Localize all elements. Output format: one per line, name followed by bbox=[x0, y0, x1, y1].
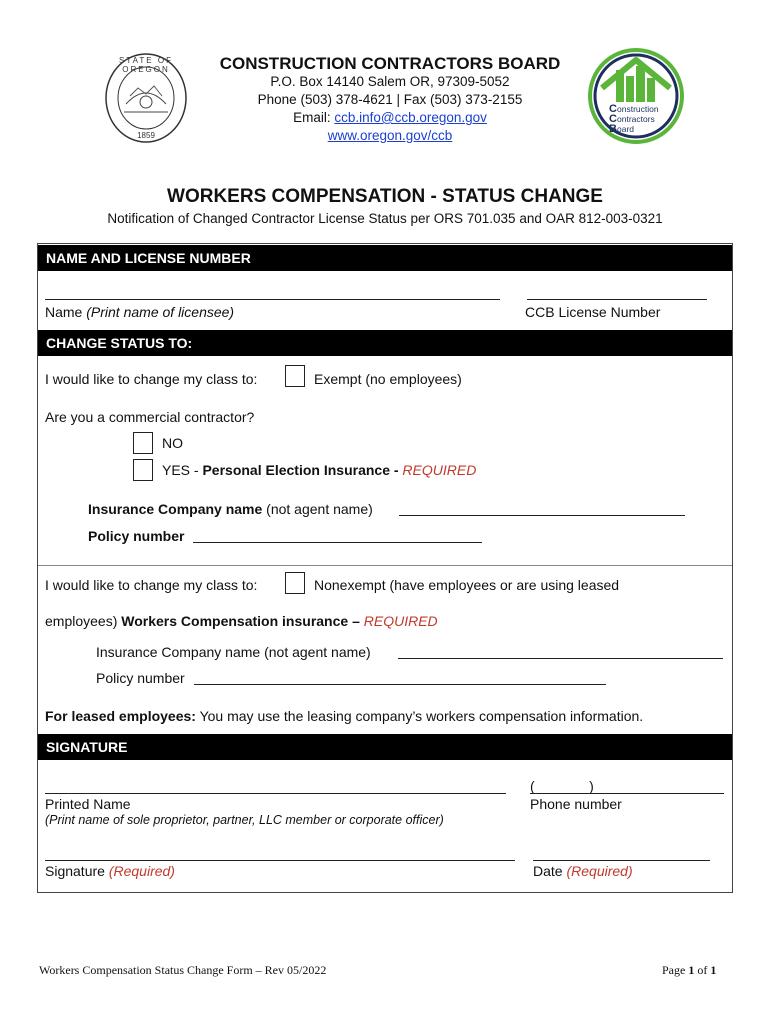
change-class-label-2: I would like to change my class to: bbox=[45, 577, 258, 593]
policy-number-input-1[interactable] bbox=[193, 542, 482, 543]
svg-text:C: C bbox=[609, 113, 617, 125]
date-input[interactable] bbox=[533, 860, 710, 861]
signature-input[interactable] bbox=[45, 860, 515, 861]
org-website-line bbox=[150, 128, 630, 143]
printed-name-label: Printed Name bbox=[45, 796, 131, 812]
change-class-label-1: I would like to change my class to: bbox=[45, 371, 258, 387]
exempt-checkbox[interactable] bbox=[285, 365, 305, 387]
signature-label: Signature (Required) bbox=[45, 863, 175, 879]
org-address: P.O. Box 14140 Salem OR, 97309-5052 bbox=[270, 74, 510, 89]
name-label-row: Name (Print name of licensee) bbox=[45, 304, 235, 320]
date-label: Date (Required) bbox=[533, 863, 633, 879]
footer-page: Page 1 of 1 bbox=[662, 963, 717, 977]
form-subtitle: Notification of Changed Contractor License Status per ORS 701.035 and OAR 812-003-0321 bbox=[107, 211, 663, 226]
nonexempt-checkbox[interactable] bbox=[285, 572, 305, 594]
section-signature: SIGNATURE bbox=[38, 734, 732, 760]
license-input-line[interactable] bbox=[527, 299, 707, 300]
commercial-question: Are you a commercial contractor? bbox=[45, 409, 255, 425]
printed-name-hint: (Print name of sole proprietor, partner, LLC member or corporate officer) bbox=[45, 813, 444, 827]
svg-text:B: B bbox=[609, 123, 617, 135]
logo-words: onstruction ontractors oard bbox=[617, 104, 659, 134]
form-title: WORKERS COMPENSATION - STATUS CHANGE bbox=[167, 186, 603, 207]
policy-number-label-2: Policy number bbox=[96, 670, 185, 686]
exempt-label: Exempt (no employees) bbox=[314, 371, 462, 387]
insurance-company-input-2[interactable] bbox=[398, 658, 723, 659]
leased-employees-note: For leased employees: You may use the leasing company’s workers compensation information. bbox=[45, 708, 644, 724]
policy-number-input-2[interactable] bbox=[194, 684, 606, 685]
section-change-status: CHANGE STATUS TO: bbox=[38, 330, 732, 356]
phone-input-line bbox=[530, 793, 724, 794]
org-phone-fax: Phone (503) 378-4621 | Fax (503) 373-2155 bbox=[257, 92, 523, 107]
policy-number-label-1: Policy number bbox=[88, 528, 185, 544]
no-label: NO bbox=[162, 435, 183, 451]
insurance-company-input-1[interactable] bbox=[399, 515, 685, 516]
seal-year: 1859 bbox=[137, 131, 155, 140]
section-name-license: NAME AND LICENSE NUMBER bbox=[38, 245, 732, 271]
insurance-company-label-2: Insurance Company name (not agent name) bbox=[96, 644, 371, 660]
org-name: CONSTRUCTION CONTRACTORS BOARD bbox=[219, 54, 561, 73]
seal-text: STATE OF OREGON bbox=[119, 56, 173, 74]
yes-checkbox[interactable] bbox=[133, 459, 153, 481]
website-link[interactable]: www.oregon.gov/ccb bbox=[327, 128, 453, 143]
email-link[interactable]: ccb.info@ccb.oregon.gov bbox=[334, 110, 487, 125]
nonexempt-label: Nonexempt (have employees or are using leased bbox=[314, 577, 620, 593]
divider bbox=[38, 565, 732, 566]
email-label: Email: bbox=[293, 110, 335, 125]
svg-text:C: C bbox=[609, 103, 617, 115]
no-checkbox[interactable] bbox=[133, 432, 153, 454]
name-input-line[interactable] bbox=[45, 299, 500, 300]
footer-form-name: Workers Compensation Status Change Form – Rev 05/2022 bbox=[39, 963, 327, 977]
printed-name-input[interactable] bbox=[45, 793, 506, 794]
org-email-line bbox=[150, 110, 630, 125]
insurance-company-label-1: Insurance Company name (not agent name) bbox=[88, 501, 373, 517]
phone-input[interactable]: (_______)_______________ bbox=[530, 778, 711, 794]
yes-label: YES - Personal Election Insurance - REQUIRED bbox=[162, 462, 477, 478]
license-label: CCB License Number bbox=[525, 304, 661, 320]
employees-wc-line: employees) Workers Compensation insurance – REQUIRED bbox=[45, 613, 438, 629]
phone-label: Phone number bbox=[530, 796, 622, 812]
